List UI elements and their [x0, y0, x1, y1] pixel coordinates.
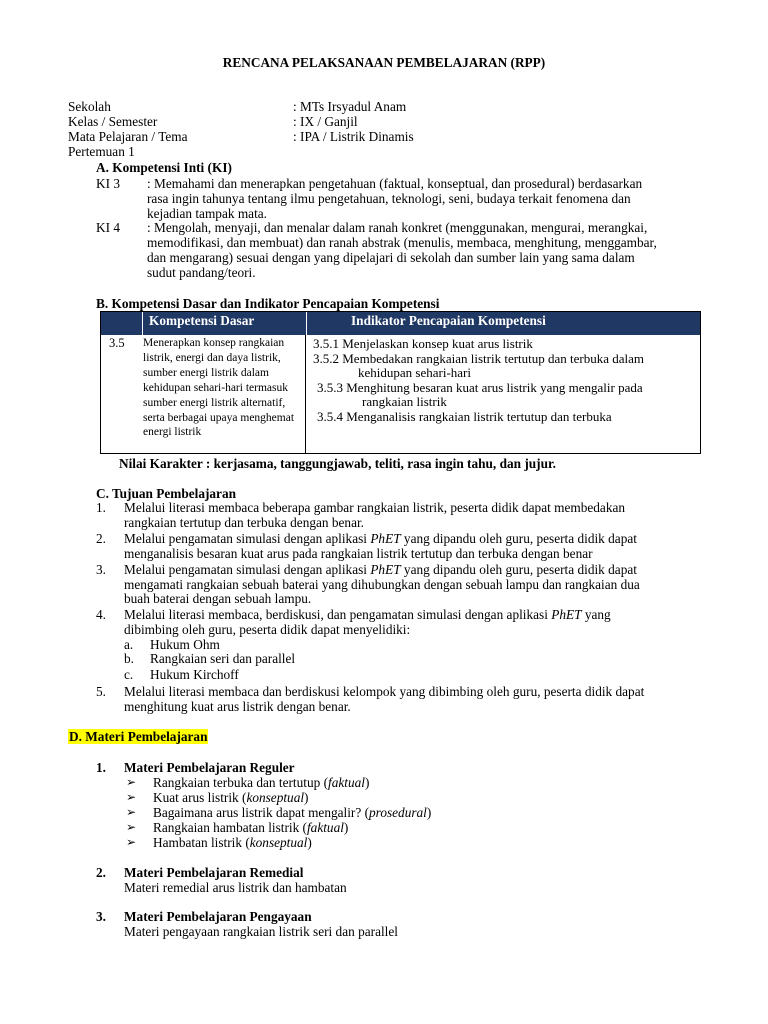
materi-item-3: Bagaimana arus listrik dapat mengalir? (prosedural) [153, 805, 432, 820]
bullet-arrow-icon: ➢ [126, 820, 137, 834]
materi-remedial-number: 2. [96, 865, 106, 880]
sub-item-a-key: a. [124, 637, 134, 652]
indicator-1: 3.5.1 Menjelaskan konsep kuat arus listrik [313, 336, 533, 351]
table-header-row [101, 312, 700, 335]
bullet-arrow-icon: ➢ [126, 790, 137, 804]
identity-label-school: Sekolah [68, 99, 111, 114]
identity-value-class: : IX / Ganjil [293, 114, 358, 129]
objective-4-line-1: Melalui literasi membaca, berdiskusi, dan pengamatan simulasi dengan aplikasi PhET yang [124, 607, 611, 622]
identity-value-subject: : IPA / Listrik Dinamis [293, 129, 414, 144]
sub-item-c: Hukum Kirchoff [150, 667, 239, 682]
objective-1-line-2: rangkaian tertutup dan terbuka dengan benar. [124, 515, 364, 530]
competency-table [100, 311, 701, 454]
indicator-3-line-1: 3.5.3 Menghitung besaran kuat arus listrik yang mengalir pada [317, 380, 643, 395]
objective-2-line-2: menganalisis besaran kuat arus pada rangkaian listrik tertutup dan terbuka dengan benar [124, 546, 593, 561]
materi-pengayaan-title: Materi Pembelajaran Pengayaan [124, 909, 312, 924]
identity-label-class: Kelas / Semester [68, 114, 158, 129]
sub-item-a: Hukum Ohm [150, 637, 220, 652]
character-values: Nilai Karakter : kerjasama, tanggungjawab, teliti, rasa ingin tahu, dan jujur. [119, 456, 556, 471]
meeting-label: Pertemuan 1 [68, 144, 135, 159]
ki4-line-3: dan mengarang) sesuai dengan yang dipelajari di sekolah dan sumber lain yang sama dalam [147, 250, 635, 265]
objective-number-5: 5. [96, 684, 106, 699]
objective-3-line-2: mengamati rangkaian sebuah baterai yang dihubungkan dengan sebuah lampu dan rangkaian dua [124, 577, 640, 592]
objective-3-line-1: Melalui pengamatan simulasi dengan aplikasi PhET yang dipandu oleh guru, peserta didik dapat [124, 562, 637, 577]
bullet-arrow-icon: ➢ [126, 805, 137, 819]
objective-number-4: 4. [96, 607, 106, 622]
ki4-line-1: : Mengolah, menyaji, dan menalar dalam ranah konkret (menggunakan, mengurai, merangkai, [147, 220, 648, 235]
kd-number: 3.5 [109, 336, 125, 350]
objective-2-line-1: Melalui pengamatan simulasi dengan aplikasi PhET yang dipandu oleh guru, peserta didik dapat [124, 531, 637, 546]
objective-number-3: 3. [96, 562, 106, 577]
materi-remedial-text: Materi remedial arus listrik dan hambatan [124, 880, 347, 895]
materi-item-1: Rangkaian terbuka dan tertutup (faktual) [153, 775, 370, 790]
objective-5-line-2: menghitung kuat arus listrik dengan benar. [124, 699, 351, 714]
materi-reguler-title: Materi Pembelajaran Reguler [124, 760, 295, 775]
kd-description: Menerapkan konsep rangkaian listrik, energi dan daya listrik, sumber energi listrik dalam kehidupan sehari-hari termasuk sumber energi listrik alternatif, serta berbagai upaya menghemat energi listrik [143, 337, 295, 439]
objective-1-line-1: Melalui literasi membaca beberapa gambar rangkaian listrik, peserta didik dapat membedakan [124, 500, 626, 515]
objective-number-1: 1. [96, 500, 106, 515]
section-c-heading: C. Tujuan Pembelajaran [96, 486, 237, 501]
section-a-heading: A. Kompetensi Inti (KI) [96, 160, 232, 175]
ki4-code: KI 4 [96, 220, 121, 235]
bullet-arrow-icon: ➢ [126, 835, 137, 849]
identity-label-subject: Mata Pelajaran / Tema [68, 129, 188, 144]
materi-item-4: Rangkaian hambatan listrik (faktual) [153, 820, 349, 835]
objective-4-line-2: dibimbing oleh guru, peserta didik dapat menyelidiki: [124, 622, 411, 637]
document-title: RENCANA PELAKSANAAN PEMBELAJARAN (RPP) [222, 55, 546, 70]
ki3-line-3: kejadian tampak mata. [147, 206, 267, 221]
materi-reguler-number: 1. [96, 760, 106, 775]
materi-pengayaan-text: Materi pengayaan rangkaian listrik seri dan parallel [124, 924, 398, 939]
indicator-4: 3.5.4 Menganalisis rangkaian listrik tertutup dan terbuka [317, 409, 612, 424]
materi-item-5: Hambatan listrik (konseptual) [153, 835, 312, 850]
ki4-line-4: sudut pandang/teori. [147, 265, 256, 280]
indicator-2-line-2: kehidupan sehari-hari [358, 365, 471, 380]
sub-item-b-key: b. [124, 651, 134, 666]
ki3-line-2: rasa ingin tahunya tentang ilmu pengetahuan, teknologi, seni, budaya terkait fenomena dan [147, 191, 631, 206]
section-b-heading: B. Kompetensi Dasar dan Indikator Pencapaian Kompetensi [96, 296, 440, 311]
section-d-heading: D. Materi Pembelajaran [69, 729, 208, 744]
sub-item-b: Rangkaian seri dan parallel [150, 651, 296, 666]
objective-number-2: 2. [96, 531, 106, 546]
objective-3-line-3: buah baterai dengan sebuah lampu. [124, 591, 312, 606]
column-header-kd: Kompetensi Dasar [149, 313, 255, 328]
materi-remedial-title: Materi Pembelajaran Remedial [124, 865, 304, 880]
column-header-ipk: Indikator Pencapaian Kompetensi [351, 313, 546, 328]
materi-pengayaan-number: 3. [96, 909, 106, 924]
objective-5-line-1: Melalui literasi membaca dan berdiskusi kelompok yang dibimbing oleh guru, peserta didik dapat [124, 684, 645, 699]
sub-item-c-key: c. [124, 667, 134, 682]
materi-item-2: Kuat arus listrik (konseptual) [153, 790, 309, 805]
identity-value-school: : MTs Irsyadul Anam [293, 99, 407, 114]
ki4-line-2: memodifikasi, dan membuat) dan ranah abstrak (menulis, membaca, menghitung, menggambar, [147, 235, 657, 250]
indicator-3-line-2: rangkaian listrik [362, 394, 447, 409]
ki3-code: KI 3 [96, 176, 121, 191]
indicator-2-line-1: 3.5.2 Membedakan rangkaian listrik tertutup dan terbuka dalam [313, 351, 645, 366]
ki3-line-1: : Memahami dan menerapkan pengetahuan (faktual, konseptual, dan prosedural) berdasarkan [147, 176, 643, 191]
bullet-arrow-icon: ➢ [126, 775, 137, 789]
